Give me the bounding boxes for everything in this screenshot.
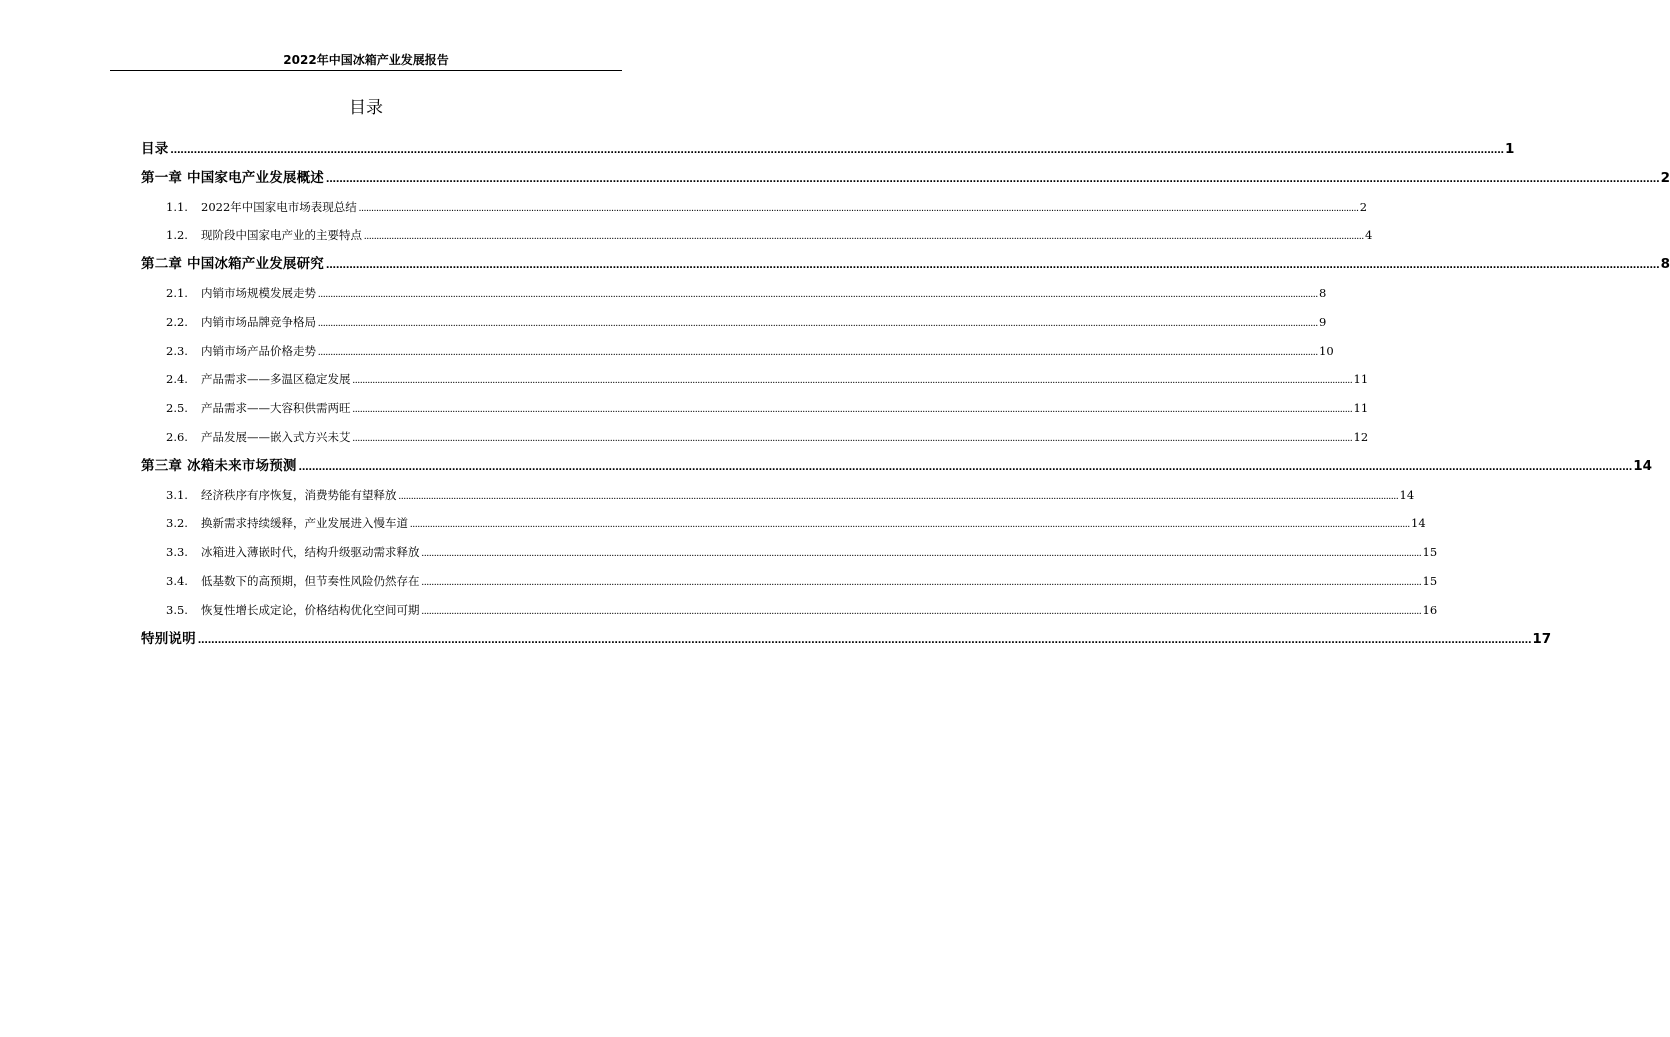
toc-dot-leader: ................................................................................................................................................................................................................................................................................................................................................................................................................ <box>364 231 1364 243</box>
toc-entry-title: 第三章 冰箱未来市场预测 <box>141 457 297 474</box>
toc-entry-number: 2.1. <box>166 285 188 300</box>
toc-page-number: 8 <box>1660 256 1670 273</box>
toc-entry-number: 2.4. <box>166 372 188 387</box>
toc-chapter-entry[interactable] <box>141 164 1670 193</box>
toc-page-number: 17 <box>1532 630 1552 647</box>
toc-entry-title: 产品发展——嵌入式方兴未艾 <box>201 429 351 444</box>
toc-dot-leader: ................................................................................................................................................................................................................................................................................................................................................................................................................ <box>197 631 1532 646</box>
toc-entry-title: 目录 <box>141 141 169 157</box>
toc-section-entry[interactable] <box>141 509 1426 538</box>
toc-page-number: 4 <box>1365 228 1373 243</box>
toc-page-number: 14 <box>1411 516 1426 531</box>
toc-dot-leader: ................................................................................................................................................................................................................................................................................................................................................................................................................ <box>410 519 1410 531</box>
toc-section-entry[interactable] <box>141 279 1327 308</box>
toc-page-number: 14 <box>1633 457 1652 474</box>
toc-page-number: 2 <box>1660 169 1670 186</box>
toc-entry-title: 换新需求持续缓释，产业发展进入慢车道 <box>201 516 408 531</box>
toc-section-entry[interactable] <box>141 481 1415 510</box>
table-of-contents <box>141 135 1670 653</box>
toc-section-entry[interactable] <box>141 423 1369 452</box>
toc-section-entry[interactable] <box>141 538 1438 567</box>
toc-entry-title: 现阶段中国家电产业的主要特点 <box>201 228 362 243</box>
toc-title: 目录 <box>349 98 383 118</box>
toc-entry-number: 2.3. <box>166 343 188 358</box>
toc-section-entry[interactable] <box>141 337 1334 366</box>
toc-entry-title: 第二章 中国冰箱产业发展研究 <box>141 256 324 273</box>
toc-dot-leader: ................................................................................................................................................................................................................................................................................................................................................................................................................ <box>318 346 1318 358</box>
toc-dot-leader: ................................................................................................................................................................................................................................................................................................................................................................................................................ <box>358 202 1359 214</box>
toc-dot-leader: ................................................................................................................................................................................................................................................................................................................................................................................................................ <box>352 375 1353 387</box>
toc-chapter-entry[interactable] <box>141 250 1670 279</box>
toc-dot-leader: ................................................................................................................................................................................................................................................................................................................................................................................................................ <box>398 490 1399 502</box>
toc-page-number: 10 <box>1319 343 1334 358</box>
toc-entry-title: 特别说明 <box>141 630 196 647</box>
running-header: 2022年中国冰箱产业发展报告 <box>283 53 449 67</box>
toc-entry-number: 3.5. <box>166 602 188 617</box>
toc-page-number: 15 <box>1422 573 1438 588</box>
toc-chapter-entry[interactable] <box>141 135 1515 164</box>
toc-dot-leader: ................................................................................................................................................................................................................................................................................................................................................................................................................ <box>352 404 1353 416</box>
toc-entry-number: 1.2. <box>166 228 188 243</box>
toc-page-number: 2 <box>1359 199 1368 214</box>
toc-entry-title: 内销市场规模发展走势 <box>201 285 316 300</box>
toc-chapter-entry[interactable] <box>141 625 1552 654</box>
toc-entry-number: 2.5. <box>166 401 188 416</box>
toc-entry-number: 3.2. <box>166 516 188 531</box>
toc-section-entry[interactable] <box>141 308 1327 337</box>
toc-page-number: 11 <box>1353 401 1369 416</box>
toc-dot-leader: ................................................................................................................................................................................................................................................................................................................................................................................................................ <box>421 548 1422 560</box>
toc-entry-title: 2022年中国家电市场表现总结 <box>201 199 357 214</box>
toc-entry-title: 产品需求——大容积供需两旺 <box>201 401 351 416</box>
toc-dot-leader: ................................................................................................................................................................................................................................................................................................................................................................................................................ <box>326 170 1660 185</box>
toc-dot-leader: ................................................................................................................................................................................................................................................................................................................................................................................................................ <box>352 432 1353 444</box>
toc-entry-title: 内销市场产品价格走势 <box>201 343 316 358</box>
toc-page-number: 11 <box>1353 372 1369 387</box>
toc-page-number: 14 <box>1399 487 1415 502</box>
toc-entry-number: 3.1. <box>166 487 188 502</box>
header-rule <box>110 70 622 71</box>
toc-page-number: 12 <box>1353 429 1369 444</box>
toc-entry-title: 产品需求——多温区稳定发展 <box>201 372 351 387</box>
toc-section-entry[interactable] <box>141 394 1369 423</box>
toc-entry-title: 第一章 中国家电产业发展概述 <box>141 169 324 186</box>
toc-section-entry[interactable] <box>141 193 1368 222</box>
toc-section-entry[interactable] <box>141 365 1369 394</box>
toc-entry-title: 经济秩序有序恢复，消费势能有望释放 <box>201 487 397 502</box>
toc-dot-leader: ................................................................................................................................................................................................................................................................................................................................................................................................................ <box>318 288 1318 300</box>
toc-entry-title: 恢复性增长成定论，价格结构优化空间可期 <box>201 602 420 617</box>
toc-dot-leader: ................................................................................................................................................................................................................................................................................................................................................................................................................ <box>421 576 1422 588</box>
toc-entry-number: 3.4. <box>166 573 188 588</box>
toc-entry-number: 2.2. <box>166 314 188 329</box>
toc-page-number: 15 <box>1422 545 1438 560</box>
toc-dot-leader: ................................................................................................................................................................................................................................................................................................................................................................................................................ <box>170 142 1504 156</box>
toc-entry-title: 低基数下的高预期，但节奏性风险仍然存在 <box>201 573 420 588</box>
toc-chapter-entry[interactable] <box>141 452 1652 481</box>
toc-dot-leader: ................................................................................................................................................................................................................................................................................................................................................................................................................ <box>326 257 1660 272</box>
toc-section-entry[interactable] <box>141 567 1438 596</box>
toc-section-entry[interactable] <box>141 596 1438 625</box>
toc-dot-leader: ................................................................................................................................................................................................................................................................................................................................................................................................................ <box>421 605 1422 617</box>
toc-entry-title: 冰箱进入薄嵌时代，结构升级驱动需求释放 <box>201 545 420 560</box>
toc-page-number: 16 <box>1422 602 1438 617</box>
toc-page-number: 1 <box>1505 141 1515 157</box>
toc-entry-number: 1.1. <box>166 199 188 214</box>
toc-entry-number: 3.3. <box>166 545 188 560</box>
toc-dot-leader: ................................................................................................................................................................................................................................................................................................................................................................................................................ <box>318 317 1318 329</box>
toc-entry-number: 2.6. <box>166 429 188 444</box>
toc-dot-leader: ................................................................................................................................................................................................................................................................................................................................................................................................................ <box>298 458 1633 473</box>
toc-entry-title: 内销市场品牌竞争格局 <box>201 314 316 329</box>
toc-section-entry[interactable] <box>141 221 1373 250</box>
toc-page-number: 9 <box>1319 314 1327 329</box>
toc-page-number: 8 <box>1319 285 1327 300</box>
